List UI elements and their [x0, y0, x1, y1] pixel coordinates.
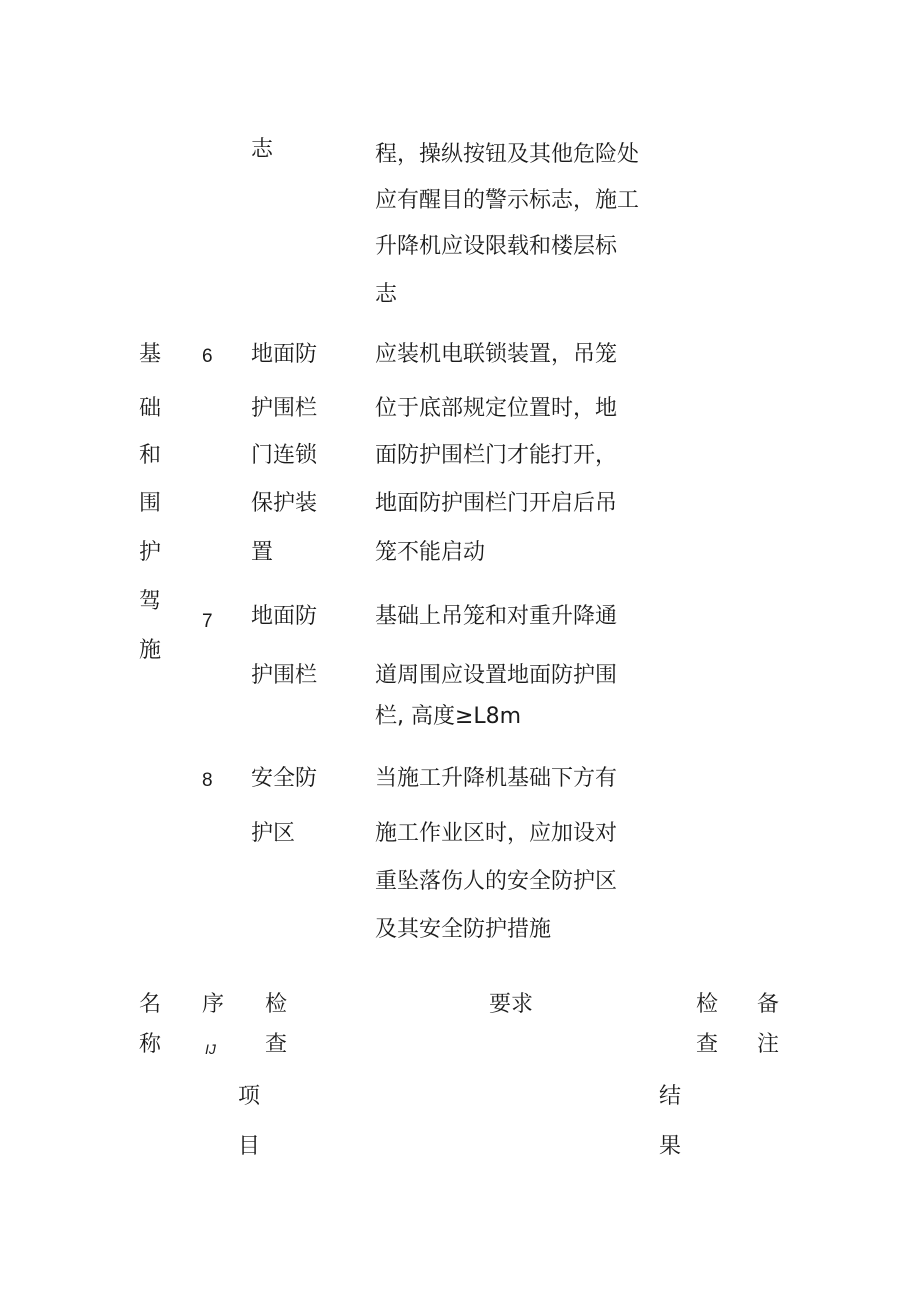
header-item: 项 — [238, 1084, 261, 1109]
item-line: 置 — [251, 540, 274, 565]
header-result: 结 — [659, 1084, 682, 1109]
item-line: 护区 — [251, 821, 296, 846]
header-remark: 备 — [757, 992, 780, 1017]
category-char: 护 — [139, 540, 162, 565]
requirement-line: 当施工升降机基础下方有 — [375, 766, 618, 791]
header-item: 检 — [265, 992, 288, 1017]
category-char: 基 — [139, 342, 162, 367]
header-item: 查 — [265, 1032, 288, 1057]
row-seq: 6 — [202, 346, 213, 367]
requirement-line: 面防护围栏门才能打开， — [375, 443, 618, 468]
item-tail: 志 — [251, 137, 274, 162]
header-item: 目 — [238, 1134, 261, 1159]
requirement-line: 基础上吊笼和对重升降通 — [375, 604, 618, 629]
requirement-line: 及其安全防护措施 — [375, 917, 552, 942]
item-line: 门连锁 — [251, 443, 318, 468]
row-seq: 7 — [202, 611, 213, 632]
category-char: 础 — [139, 396, 162, 421]
header-name: 名 — [139, 992, 162, 1017]
header-seq: IJ — [205, 1041, 216, 1057]
requirement-line: 升降机应设限载和楼层标 — [375, 234, 618, 259]
header-result: 果 — [659, 1134, 682, 1159]
item-line: 保护装 — [251, 491, 318, 516]
category-char: 施 — [139, 638, 162, 663]
item-line: 地面防 — [251, 342, 318, 367]
category-char: 围 — [139, 491, 162, 516]
requirement-line: 应有醒目的警示标志，施工 — [375, 188, 640, 213]
requirement-line: 施工作业区时，应加设对 — [375, 821, 618, 846]
category-char: 和 — [139, 443, 162, 468]
requirement-line: 道周围应设置地面防护围 — [375, 663, 618, 688]
item-line: 护围栏 — [251, 663, 318, 688]
requirement-line: 重坠落伤人的安全防护区 — [375, 869, 618, 894]
header-seq: 序 — [202, 992, 225, 1017]
row-seq: 8 — [202, 770, 213, 791]
item-line: 地面防 — [251, 604, 318, 629]
requirement-line: 志 — [375, 282, 398, 307]
header-result: 查 — [696, 1032, 719, 1057]
header-name: 称 — [139, 1032, 162, 1057]
item-line: 护围栏 — [251, 396, 318, 421]
requirement-line: 位于底部规定位置时，地 — [375, 396, 618, 421]
requirement-line: 笼不能启动 — [375, 540, 486, 565]
requirement-line: 栏, 高度≥L8m — [375, 704, 522, 729]
item-line: 安全防 — [251, 766, 318, 791]
requirement-line: 地面防护围栏门开启后吊 — [375, 491, 618, 516]
requirement-line: 程，操纵按钮及其他危险处 — [375, 142, 640, 167]
header-remark: 注 — [757, 1032, 780, 1057]
category-char: 驾 — [139, 589, 162, 614]
header-result: 检 — [696, 992, 719, 1017]
header-requirement: 要求 — [489, 992, 534, 1017]
requirement-line: 应装机电联锁装置，吊笼 — [375, 342, 618, 367]
